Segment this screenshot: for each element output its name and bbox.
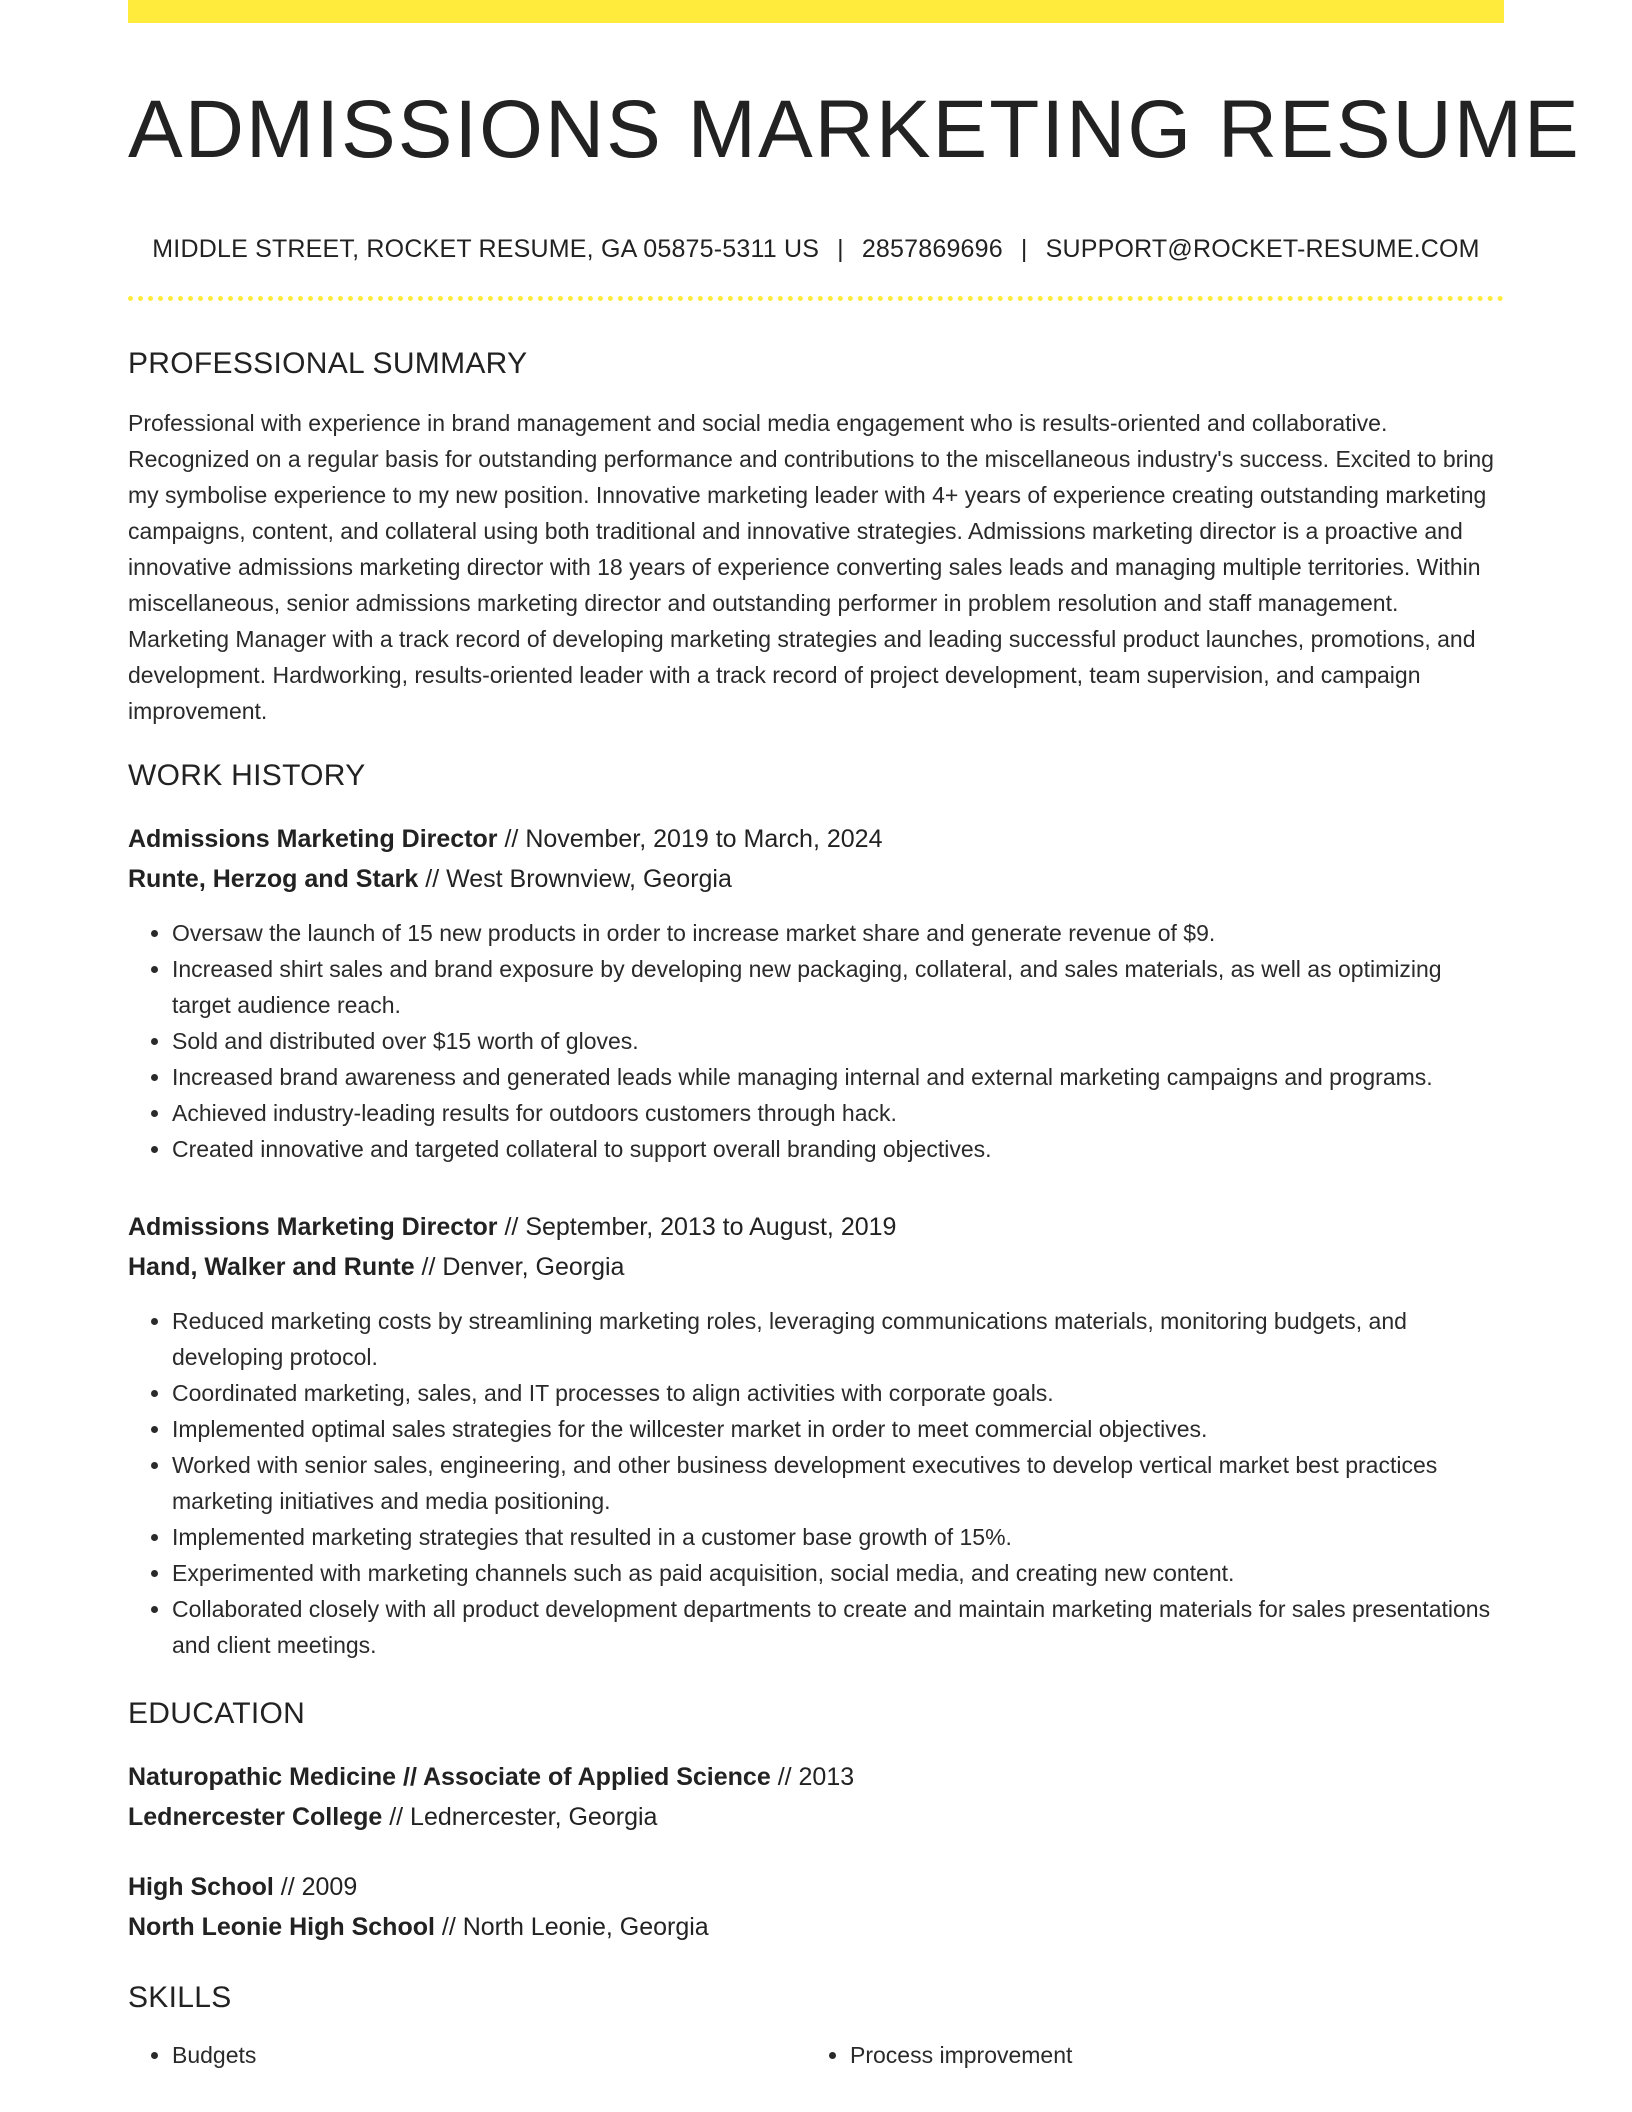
contact-separator: | [1020,235,1028,264]
job-location: // West Brownview, Georgia [418,865,732,894]
education-entry [128,1867,1504,1947]
education-degree: Naturopathic Medicine // Associate of Applied Science [128,1763,771,1792]
job-bullet: • Created innovative and targeted collateral to support overall branding objectives. [172,1131,1504,1167]
contact-separator: | [837,235,844,264]
contact-phone: 2857869696 [861,235,1003,264]
job-dates: // November, 2019 to March, 2024 [497,825,883,854]
education-location: // Lednercester, Georgia [382,1803,658,1832]
education-school-line [128,1797,1504,1837]
skill-item: • Process improvement [850,2037,1504,2073]
job-bullet: • Implemented optimal sales strategies for the willcester market in order to meet commercial objectives. [172,1411,1504,1447]
work-history-heading: WORK HISTORY [128,759,366,793]
resume-title: ADMISSIONS MARKETING RESUME [128,84,1581,175]
education-location: // North Leonie, Georgia [434,1913,709,1942]
job-bullets [128,915,1504,1167]
job-company: Hand, Walker and Runte [128,1253,415,1282]
skills-column-left [128,2037,806,2073]
job-entry [128,819,1504,1167]
skills-list [128,2037,1504,2073]
job-title: Admissions Marketing Director [128,825,498,854]
job-bullet: • Achieved industry-leading results for outdoors customers through hack. [172,1095,1504,1131]
education-degree: High School [128,1873,274,1902]
job-bullet: • Experimented with marketing channels such as paid acquisition, social media, and creating new content. [172,1555,1504,1591]
summary-text: Professional with experience in brand management and social media engagement who is results-oriented and collaborative. Recognized on a regular basis for outstanding performance and contributions to the miscellaneous industry's success. Excited to bring my symbolise experience to my new position. Innovative marketing leader with 4+ years of experience creating outstanding marketing campaigns, content, and collateral using both traditional and innovative strategies. Admissions marketing director is a proactive and innovative admissions marketing director with 18 years of experience converting sales leads and managing multiple territories. Within miscellaneous, senior admissions marketing director and outstanding performer in problem resolution and staff management. Marketing Manager with a track record of developing marketing strategies and leading successful product launches, promotions, and development. Hardworking, results-oriented leader with a track record of project development, team supervision, and campaign improvement. [128,410,1494,725]
job-bullet: • Increased brand awareness and generated leads while managing internal and external marketing campaigns and programs. [172,1059,1504,1095]
job-bullet: • Sold and distributed over $15 worth of gloves. [172,1023,1504,1059]
dotted-divider [128,296,1504,301]
contact-line [128,235,1504,264]
skill-item: • Budgets [172,2037,806,2073]
resume-page [128,0,1581,2073]
top-accent-bar [128,0,1504,23]
job-bullet: • Collaborated closely with all product development departments to create and maintain marketing materials for sales presentations and client meetings. [172,1591,1504,1663]
education-degree-line [128,1867,1504,1907]
job-title-line [128,819,1504,859]
contact-email: SUPPORT@ROCKET-RESUME.COM [1045,235,1480,264]
job-bullet: • Implemented marketing strategies that resulted in a customer base growth of 15%. [172,1519,1504,1555]
education-school: North Leonie High School [128,1913,435,1942]
job-bullet: • Oversaw the launch of 15 new products in order to increase market share and generate revenue of $9. [172,915,1504,951]
job-location: // Denver, Georgia [414,1253,625,1282]
job-entry [128,1207,1504,1663]
job-company: Runte, Herzog and Stark [128,865,419,894]
skills-column-right [806,2037,1504,2073]
education-year: // 2013 [770,1763,855,1792]
education-heading: EDUCATION [128,1697,306,1731]
education-degree-line [128,1757,1504,1797]
education-school-line [128,1907,1504,1947]
job-bullet: • Coordinated marketing, sales, and IT processes to align activities with corporate goals. [172,1375,1504,1411]
job-bullet: • Reduced marketing costs by streamlining marketing roles, leveraging communications materials, monitoring budgets, and developing protocol. [172,1303,1504,1375]
job-bullet: • Worked with senior sales, engineering, and other business development executives to develop vertical market best practices marketing initiatives and media positioning. [172,1447,1504,1519]
contact-address: MIDDLE STREET, ROCKET RESUME, GA 05875-5311 US [152,235,820,264]
job-title: Admissions Marketing Director [128,1213,498,1242]
skills-heading: SKILLS [128,1981,232,2015]
job-bullet: • Increased shirt sales and brand exposure by developing new packaging, collateral, and sales materials, as well as optimizing target audience reach. [172,951,1504,1023]
job-company-line [128,1247,1504,1287]
education-entry [128,1757,1504,1837]
education-year: // 2009 [273,1873,358,1902]
job-company-line [128,859,1504,899]
job-title-line [128,1207,1504,1247]
summary-heading: PROFESSIONAL SUMMARY [128,347,528,381]
job-dates: // September, 2013 to August, 2019 [497,1213,897,1242]
education-school: Lednercester College [128,1803,383,1832]
job-bullets [128,1303,1504,1663]
